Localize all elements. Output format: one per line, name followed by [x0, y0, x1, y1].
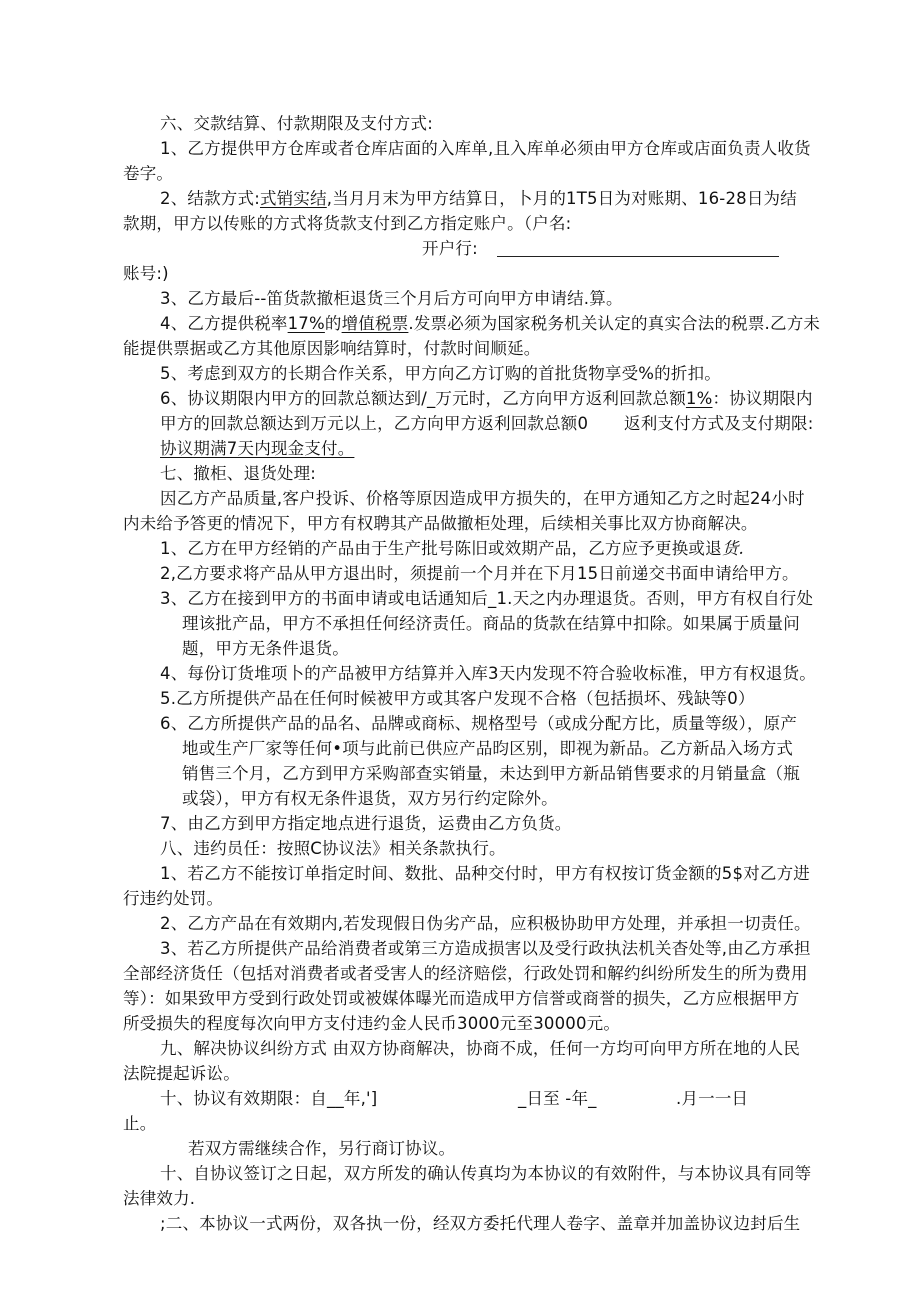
section-ten-validity-a: 十、协议有效期限：自__年,'] [160, 1089, 378, 1108]
section-six-heading: 六、交款结算、付款期限及支付方式: [160, 114, 433, 133]
clause-6-3: 3、乙方最后--笛货款撤柜退货三个月后方可向甲方申请结.算。 [160, 289, 623, 308]
clause-7-2: 2,乙方要求将产品从甲方退出时，须提前一个月并在下月15日前递交书面申请给甲方。 [160, 564, 799, 583]
section-nine-line2: 法院提起诉讼。 [123, 1064, 240, 1083]
clause-6-5: 5、考虑到双方的长期合作关系，甲方向乙方订购的首批货物享受%的折扣。 [160, 364, 721, 383]
section-ten-validity-end: 止。 [123, 1114, 157, 1133]
renewal-note: 若双方需继续合作，另行商订协议。 [188, 1139, 456, 1158]
section-seven-intro-line1: 因乙方产品质量,客户投诉、价格等原因造成甲方损失的，在甲方通知乙方之时起24小时 [160, 489, 805, 508]
tax-rate: 17% [287, 314, 325, 333]
section-seven-heading: 七、撤柜、退货处理: [160, 464, 317, 483]
clause-7-1-tail: 货. [721, 539, 744, 558]
clause-7-5: 5.乙方所提供产品在任何时候被甲方或其客户发现不合格（包括损坏、残缺等0） [160, 689, 755, 708]
clause-6-4-prefix: 4、乙方提供税率 [160, 314, 288, 333]
clause-8-1-line1: 1、若乙方不能按订单指定时间、数批、品种交付时，甲方有权按订货金额的5$对乙方进 [160, 864, 810, 883]
bank-blank-line [497, 256, 779, 257]
section-ten-fax-line1: 十、自协议签订之日起，双方所发的确认传真均为本协议的有效附件，与本协议具有同等 [160, 1164, 812, 1183]
clause-6-2-prefix: 2、结款方式: [160, 189, 260, 208]
clause-6-1-line2: 卷字。 [123, 164, 174, 183]
clause-8-3-line2: 全部经济货任（包括对消费者或者受害人的经济赔偿，行政处罚和解约纠纷所发生的所为费用 [123, 964, 808, 983]
clause-6-4-of: 的 [324, 314, 342, 333]
clause-6-6-rest: ：协议期限内 [712, 389, 813, 408]
clause-6-4-line2: 能提供票据或乙方其他原因影响结算时，付款时间顺延。 [123, 339, 541, 358]
clause-7-3-line3: 题，甲方无条件退货。 [182, 639, 349, 658]
section-ten-fax-line2: 法律效力. [123, 1189, 196, 1208]
clause-6-1-line1: 1、乙方提供甲方仓库或者仓库店面的入库单,且入库单必须由甲方仓库或店面负责人收货 [160, 139, 811, 158]
clause-7-6-line3: 销售三个月，乙方到甲方采购部查实销量，未达到甲方新品销售要求的月销量盒（瓶 [182, 764, 800, 783]
clause-7-3-line1: 3、乙方在接到甲方的书面申请或电话通知后_1.天之内办理退货。否则，甲方有权自行处 [160, 589, 814, 608]
bank-label: 开户行: [422, 239, 478, 258]
clause-8-1-line2: 行违约处罚。 [123, 889, 224, 908]
clause-7-4: 4、每份订货堆项卜的产品被甲方结算并入库3天内发现不符合验收标准，甲方有权退货。 [160, 664, 816, 683]
clause-6-2-rest: ,当月月末为甲方结算日，卜月的1T5日为对账期、16-28日为结 [326, 189, 797, 208]
rebate-rate: 1% [685, 389, 713, 408]
section-ten-validity-b: _日至 -年_ [518, 1089, 597, 1108]
clause-7-1 [160, 537, 744, 561]
account-label: 账号:) [123, 264, 169, 283]
clause-7-6-line2: 地或生产厂家等任何•项与此前已供应产品昀区别，即视为新品。乙方新品入场方式 [182, 739, 794, 758]
clause-7-7: 7、由乙方到甲方指定地点进行退货，运费由乙方负货。 [160, 814, 572, 833]
clause-8-3-line4: 所受损失的程度每次向甲方支付违约金人民币3000元至30000元。 [123, 1014, 621, 1033]
clause-6-6-line2a: 甲方的回款总额达到万元以上，乙方向甲方返利回款总额0 [160, 414, 589, 433]
clause-7-6-line4: 或袋），甲方有权无条件退货，双方另行约定除外。 [182, 789, 558, 808]
clause-6-4-line1 [160, 312, 820, 336]
clause-6-2-line2: 款期，甲方以传账的方式将货款支付到乙方指定账户。（户名: [123, 214, 572, 233]
clause-7-3-line2: 理该批产品，甲方不承担任何经济责任。商品的货款在结算中扣除。如果属于质量问 [182, 614, 800, 633]
section-seven-intro-line2: 内未给予答更的情况下，甲方有权聘其产品做撤柜处理，后续相关事比双方协商解决。 [123, 514, 758, 533]
clause-8-3-line1: 3、若乙方所提供产品给消费者或第三方造成损害以及受行政执法机关杳处等,由乙方承担 [160, 939, 811, 958]
settlement-method: 式销实结 [259, 189, 327, 208]
section-twelve-line1: ;二、本协议一式两份，双各执一份，经双方委托代理人卷字、盖章并加盖协议边封后生 [160, 1214, 801, 1233]
clause-8-2: 2、乙方产品在有效期内,若发现假日伪劣产品，应积极协助甲方处理，并承担一切责任。 [160, 914, 811, 933]
clause-6-4-rest: .发票必须为国家税务机关认定的真实合法的税票.乙方未 [408, 314, 821, 333]
clause-7-1-text: 1、乙方在甲方经销的产品由于生产批号陈旧或效期产品，乙方应予更换或退 [160, 539, 722, 558]
clause-7-6-line1: 6、乙方所提供产品的品名、品牌或商标、规格型号（或成分配方比，质量等级），原产 [160, 714, 798, 733]
clause-6-6-line1 [160, 387, 813, 411]
clause-6-2-line1 [160, 187, 797, 211]
vat-invoice: 增值税票 [341, 314, 409, 333]
section-ten-validity-c: .月一一日 [676, 1089, 749, 1108]
section-eight-heading: 八、违约员任：按照C协议法》相关条款执行。 [160, 839, 506, 858]
section-nine-line1: 九、解决协议纠纷方式 由双方协商解决，协商不成，任何一方均可向甲方所在地的人民 [160, 1039, 801, 1058]
clause-6-6-prefix: 6、协议期限内甲方的回款总额达到/_万元时，乙方向甲方返利回款总额 [160, 389, 686, 408]
clause-8-3-line3: 等）：如果致甲方受到行政处罚或被媒体曝光而造成甲方信誉或商誉的损失，乙方应根据甲方 [123, 989, 800, 1008]
clause-6-6-line2b: 返利支付方式及支付期限: [624, 414, 814, 433]
clause-6-6-line3: 协议期满7天内现金支付。 [160, 439, 355, 458]
